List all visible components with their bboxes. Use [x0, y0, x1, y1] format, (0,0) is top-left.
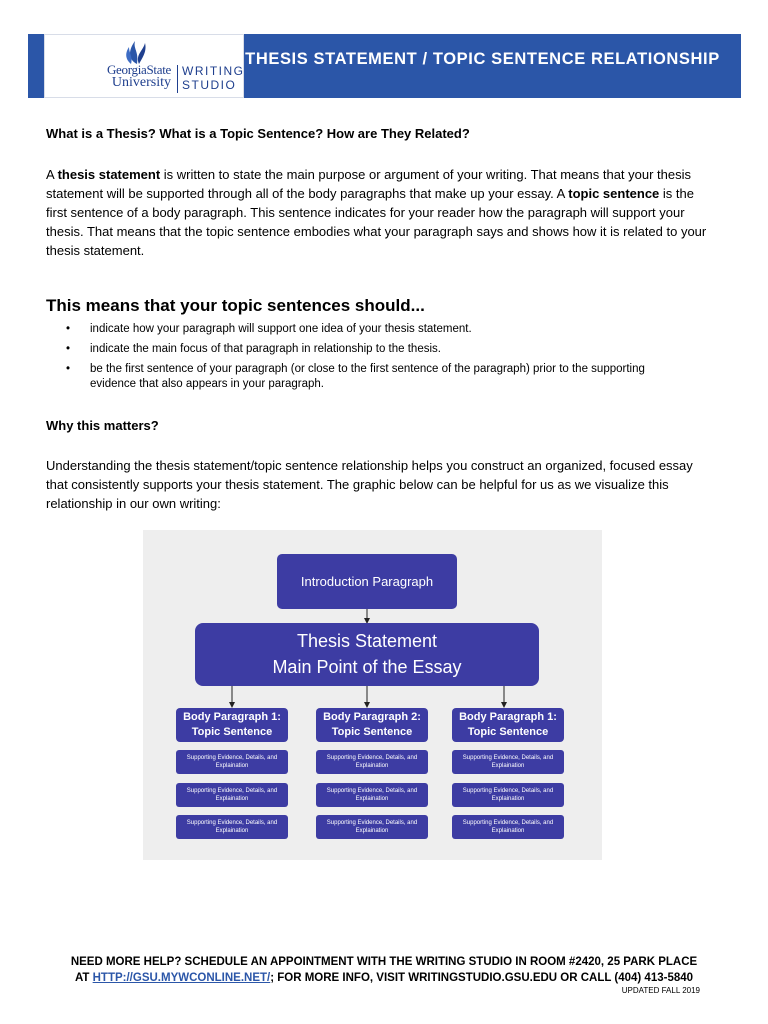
- topic-section-heading: This means that your topic sentences should...: [46, 296, 425, 315]
- footer-line2-prefix: AT: [74, 972, 93, 984]
- body-paragraph-box: [176, 708, 288, 742]
- intro-paragraph: [46, 165, 716, 260]
- updated-date: UPDATED FALL 2019: [621, 986, 700, 995]
- support-line1: Supporting Evidence, Details, and: [186, 755, 278, 761]
- support-line2: Explaination: [491, 763, 525, 769]
- supporting-evidence-box: [176, 750, 288, 774]
- support-line1: Supporting Evidence, Details, and: [462, 820, 554, 826]
- intro-heading: What is a Thesis? What is a Topic Sentence? How are They Related?: [46, 126, 470, 141]
- body-title-line2: Topic Sentence: [467, 726, 549, 738]
- thesis-line2: Main Point of the Essay: [272, 657, 462, 677]
- thesis-line1: Thesis Statement: [296, 631, 438, 651]
- intro-text-c: is the first sentence of a body paragraph. This sentence indicates for your reader how the paragraph will support your thesis. That means that the topic sentence embodies what your paragraph says and shows how it is related to your thesis statement.: [46, 186, 707, 258]
- thesis-statement-box: [195, 623, 539, 686]
- footer-line2: [0, 970, 768, 986]
- support-line1: Supporting Evidence, Details, and: [326, 755, 418, 761]
- support-line1: Supporting Evidence, Details, and: [186, 820, 278, 826]
- body-title-line2: Topic Sentence: [191, 726, 273, 738]
- support-line1: Supporting Evidence, Details, and: [462, 755, 554, 761]
- support-line2: Explaination: [355, 828, 389, 834]
- logo-divider: [177, 65, 178, 93]
- gsu-writing-studio-logo: [44, 34, 244, 98]
- header-bar: [28, 34, 741, 98]
- essay-structure-diagram: [143, 530, 602, 860]
- support-line2: Explaination: [355, 796, 389, 802]
- university-name-line2: University: [111, 75, 171, 90]
- why-heading: Why this matters?: [46, 418, 159, 433]
- writing-studio-line2: STUDIO: [182, 78, 237, 92]
- bullet-item: • indicate how your paragraph will support one idea of your thesis statement.: [46, 322, 686, 337]
- support-line1: Supporting Evidence, Details, and: [462, 788, 554, 794]
- support-line2: Explaination: [491, 796, 525, 802]
- page-title: THESIS STATEMENT / TOPIC SENTENCE RELATIONSHIP: [245, 50, 720, 68]
- body-title-line1: Body Paragraph 2:: [323, 711, 421, 723]
- body-paragraph-box: [452, 708, 564, 742]
- why-paragraph: Understanding the thesis statement/topic sentence relationship helps you construct an organized, focused essay that consistently supports your thesis statement. The graphic below can be helpful for us as we visualize this relationship in our own writing:: [46, 458, 693, 511]
- term-thesis-statement: thesis statement: [57, 167, 161, 182]
- body-paragraph-box: [316, 708, 428, 742]
- body-title-line1: Body Paragraph 1:: [183, 711, 281, 723]
- supporting-evidence-box: [452, 783, 564, 807]
- writing-studio-line1: WRITING: [182, 64, 245, 78]
- support-line2: Explaination: [215, 763, 249, 769]
- support-line1: Supporting Evidence, Details, and: [326, 788, 418, 794]
- supporting-evidence-box: [316, 783, 428, 807]
- supporting-evidence-box: [452, 750, 564, 774]
- supporting-evidence-box: [176, 783, 288, 807]
- supporting-evidence-box: [316, 750, 428, 774]
- university-name: [53, 63, 171, 89]
- footer-line2-suffix: ; FOR MORE INFO, VISIT WRITINGSTUDIO.GSU.EDU OR CALL (404) 413-5840: [270, 972, 694, 984]
- support-line2: Explaination: [215, 828, 249, 834]
- topic-bullet-list: [46, 322, 686, 397]
- body-title-line1: Body Paragraph 1:: [459, 711, 557, 723]
- footer-help: [0, 954, 768, 986]
- support-line2: Explaination: [491, 828, 525, 834]
- supporting-evidence-box: [176, 815, 288, 839]
- bullet-item: • indicate the main focus of that paragraph in relationship to the thesis.: [46, 342, 686, 357]
- support-line1: Supporting Evidence, Details, and: [186, 788, 278, 794]
- university-name-line1: GeorgiaState: [106, 62, 171, 77]
- support-line2: Explaination: [215, 796, 249, 802]
- bullet-item: • be the first sentence of your paragraph (or close to the first sentence of the paragraph) prior to the supporting evidence that also appears in your paragraph.: [46, 362, 686, 392]
- support-line2: Explaination: [355, 763, 389, 769]
- mywconline-link[interactable]: HTTP://GSU.MYWCONLINE.NET/: [92, 972, 271, 984]
- intro-text-b: is written to state the main purpose or argument of your writing. That means that your thesis statement will be supported through all of the body paragraphs that make up your essay. A: [46, 167, 692, 201]
- footer-line1: NEED MORE HELP? SCHEDULE AN APPOINTMENT WITH THE WRITING STUDIO IN ROOM #2420, 25 PARK PLACE: [70, 956, 698, 968]
- support-line1: Supporting Evidence, Details, and: [326, 820, 418, 826]
- term-topic-sentence: topic sentence: [568, 186, 660, 201]
- supporting-evidence-box: [316, 815, 428, 839]
- intro-paragraph-box: Introduction Paragraph: [277, 554, 457, 609]
- supporting-evidence-box: [452, 815, 564, 839]
- body-title-line2: Topic Sentence: [331, 726, 413, 738]
- intro-text-a: A: [46, 167, 58, 182]
